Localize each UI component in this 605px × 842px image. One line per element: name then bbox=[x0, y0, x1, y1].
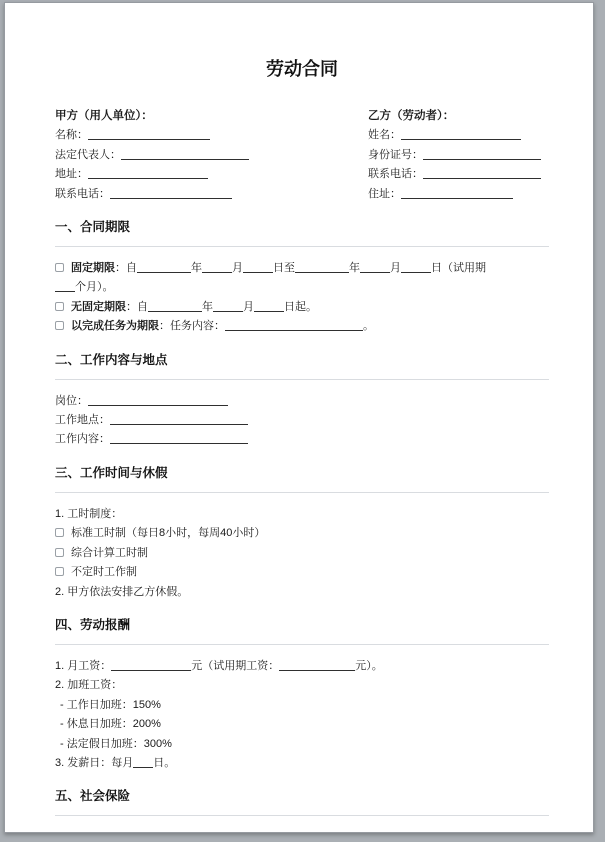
line-text: 综合计算工时制 bbox=[71, 546, 148, 559]
form-line bbox=[55, 583, 549, 602]
blank-fill-in-field[interactable] bbox=[279, 658, 355, 671]
line-text: 固定期限 bbox=[71, 262, 115, 275]
line-text: 2. 甲方依法安排乙方休假。 bbox=[55, 585, 189, 598]
blank-fill-in-field[interactable] bbox=[401, 260, 431, 273]
form-line bbox=[55, 126, 368, 145]
blank-fill-in-field[interactable] bbox=[254, 299, 284, 312]
checkbox-unchecked[interactable] bbox=[55, 528, 64, 537]
line-text: 。 bbox=[363, 320, 374, 333]
checkbox-unchecked[interactable] bbox=[55, 567, 64, 576]
blank-fill-in-field[interactable] bbox=[202, 260, 232, 273]
blank-fill-in-field[interactable] bbox=[401, 127, 521, 140]
line-text: 个月）。 bbox=[75, 281, 114, 294]
contract-section bbox=[55, 617, 549, 773]
section-heading: 五、社会保险 bbox=[55, 788, 549, 816]
line-text: - 休息日加班：200% bbox=[60, 718, 161, 731]
line-text: ：自 bbox=[115, 262, 137, 275]
form-line bbox=[55, 411, 549, 430]
line-text: 标准工时制（每日8小时，每周40小时） bbox=[71, 527, 266, 540]
form-line bbox=[55, 185, 368, 204]
form-line bbox=[55, 392, 549, 411]
blank-fill-in-field[interactable] bbox=[110, 431, 248, 444]
blank-fill-in-field[interactable] bbox=[110, 186, 232, 199]
section-heading: 三、工作时间与休假 bbox=[55, 465, 549, 493]
form-line bbox=[55, 676, 549, 695]
form-line bbox=[55, 317, 549, 336]
line-text: 岗位： bbox=[55, 394, 88, 407]
party-a-rows bbox=[55, 126, 368, 204]
line-text: 日（试用期 bbox=[431, 262, 486, 275]
form-line bbox=[368, 185, 549, 204]
line-text: 元）。 bbox=[355, 659, 383, 672]
blank-fill-in-field[interactable] bbox=[225, 318, 363, 331]
contract-section bbox=[55, 788, 549, 816]
party-b-rows bbox=[368, 126, 549, 204]
form-line bbox=[55, 524, 549, 543]
checkbox-unchecked[interactable] bbox=[55, 302, 64, 311]
blank-fill-in-field[interactable] bbox=[110, 412, 248, 425]
line-text: 法定代表人： bbox=[55, 148, 121, 161]
line-text: 联系电话： bbox=[368, 168, 423, 181]
line-text: 身份证号： bbox=[368, 148, 423, 161]
line-text: 年 bbox=[191, 262, 202, 275]
form-line bbox=[55, 505, 549, 524]
line-text: 1. 工时制度： bbox=[55, 507, 123, 520]
blank-fill-in-field[interactable] bbox=[88, 166, 208, 179]
line-text: 月 bbox=[243, 300, 254, 313]
form-line bbox=[55, 165, 368, 184]
line-text: 名称： bbox=[55, 129, 88, 142]
blank-fill-in-field[interactable] bbox=[243, 260, 273, 273]
line-text: 联系电话： bbox=[55, 187, 110, 200]
form-line bbox=[55, 657, 549, 676]
blank-fill-in-field[interactable] bbox=[295, 260, 349, 273]
line-text: 工作地点： bbox=[55, 414, 110, 427]
line-text: - 工作日加班：150% bbox=[60, 698, 161, 711]
form-line bbox=[55, 696, 549, 715]
blank-fill-in-field[interactable] bbox=[55, 279, 75, 292]
line-text: 日至 bbox=[273, 262, 295, 275]
party-b-block bbox=[368, 107, 549, 204]
form-line bbox=[55, 544, 549, 563]
line-text: 月 bbox=[390, 262, 401, 275]
line-text: 3. 发薪日：每月 bbox=[55, 756, 134, 769]
line-text: ：自 bbox=[126, 300, 148, 313]
line-text: 1. 月工资： bbox=[55, 659, 112, 672]
blank-fill-in-field[interactable] bbox=[423, 166, 541, 179]
line-text: 日。 bbox=[153, 756, 176, 769]
blank-fill-in-field[interactable] bbox=[148, 299, 202, 312]
form-line bbox=[55, 735, 549, 754]
line-text: 月 bbox=[232, 262, 243, 275]
blank-fill-in-field[interactable] bbox=[133, 755, 153, 768]
form-line bbox=[55, 146, 368, 165]
contract-sections bbox=[55, 219, 549, 816]
party-b-heading: 乙方（劳动者）： bbox=[368, 110, 455, 122]
form-line bbox=[368, 146, 549, 165]
document-title: 劳动合同 bbox=[266, 59, 338, 79]
line-text: 日起。 bbox=[284, 300, 317, 313]
form-line bbox=[55, 563, 549, 582]
line-text: 年 bbox=[349, 262, 360, 275]
blank-fill-in-field[interactable] bbox=[401, 186, 513, 199]
parties-block bbox=[55, 107, 549, 204]
form-line bbox=[55, 754, 549, 773]
line-text: ：任务内容： bbox=[159, 320, 225, 333]
form-line bbox=[55, 259, 549, 298]
blank-fill-in-field[interactable] bbox=[423, 147, 541, 160]
blank-fill-in-field[interactable] bbox=[88, 127, 210, 140]
form-line bbox=[55, 715, 549, 734]
blank-fill-in-field[interactable] bbox=[137, 260, 191, 273]
form-line bbox=[55, 430, 549, 449]
line-text: 年 bbox=[202, 300, 213, 313]
blank-fill-in-field[interactable] bbox=[88, 393, 228, 406]
line-text: 姓名： bbox=[368, 129, 401, 142]
section-heading: 四、劳动报酬 bbox=[55, 617, 549, 645]
checkbox-unchecked[interactable] bbox=[55, 548, 64, 557]
party-a-block bbox=[55, 107, 368, 204]
line-text: 工作内容： bbox=[55, 433, 110, 446]
line-text: 住址： bbox=[368, 187, 401, 200]
form-line bbox=[368, 165, 549, 184]
contract-section bbox=[55, 465, 549, 602]
section-heading: 一、合同期限 bbox=[55, 219, 549, 247]
blank-fill-in-field[interactable] bbox=[111, 658, 191, 671]
party-a-heading: 甲方（用人单位）： bbox=[55, 110, 153, 122]
line-text: 元（试用期工资： bbox=[191, 659, 280, 672]
line-text: 以完成任务为期限 bbox=[71, 320, 159, 333]
document-page bbox=[4, 2, 594, 833]
contract-section bbox=[55, 352, 549, 450]
checkbox-unchecked[interactable] bbox=[55, 321, 64, 330]
line-text: 2. 加班工资： bbox=[55, 679, 123, 692]
line-text: 无固定期限 bbox=[71, 300, 126, 313]
contract-section bbox=[55, 219, 549, 337]
blank-fill-in-field[interactable] bbox=[213, 299, 243, 312]
form-line bbox=[368, 126, 549, 145]
form-line bbox=[55, 298, 549, 317]
blank-fill-in-field[interactable] bbox=[360, 260, 390, 273]
section-heading: 二、工作内容与地点 bbox=[55, 352, 549, 380]
line-text: 不定时工作制 bbox=[71, 566, 137, 579]
blank-fill-in-field[interactable] bbox=[121, 147, 249, 160]
line-text: - 法定假日加班：300% bbox=[60, 737, 172, 750]
checkbox-unchecked[interactable] bbox=[55, 263, 64, 272]
line-text: 地址： bbox=[55, 168, 88, 181]
